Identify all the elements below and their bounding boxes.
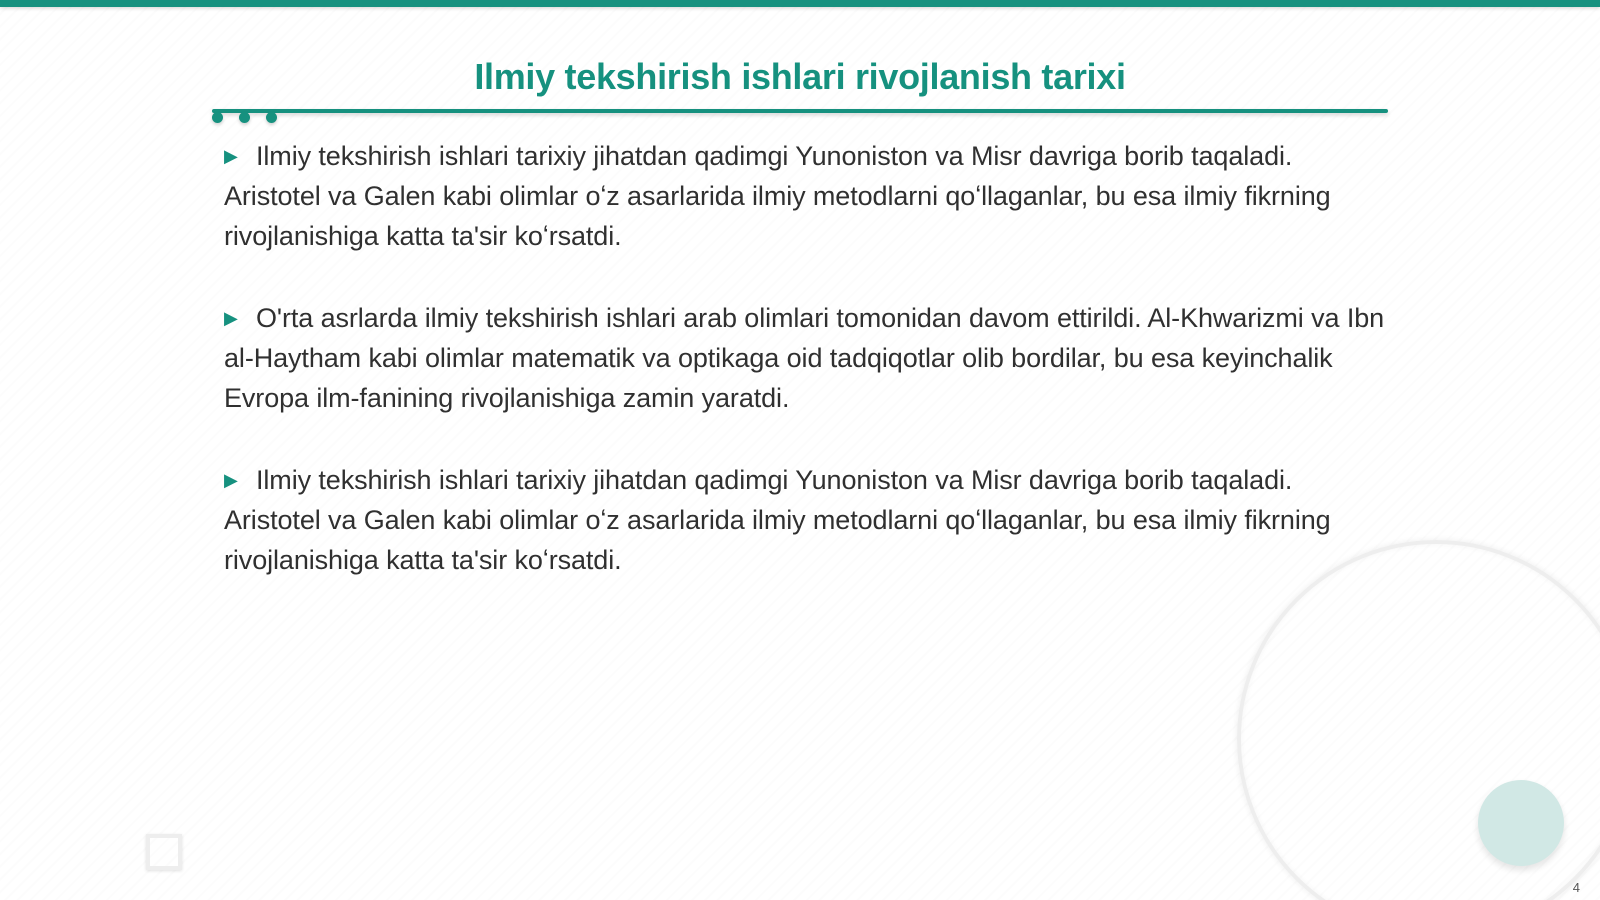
slide-number: 4 [1572,880,1580,895]
triangle-right-icon: ▶ [224,470,238,490]
title-underline-dots [212,112,292,128]
underline-dot [239,112,250,123]
bullet-item [224,298,1394,418]
triangle-right-icon: ▶ [224,308,238,328]
underline-dot [212,112,223,123]
triangle-right-icon: ▶ [224,146,238,166]
decorative-square [146,834,182,870]
top-accent-bar [0,0,1600,7]
bullet-text: O'rta asrlarda ilmiy tekshirish ishlari arab olimlari tomonidan davom ettirildi. Al-Khwarizmi va Ibn al-Haytham kabi olimlar matematik va optikaga oid tadqiqotlar olib bordilar, bu esa keyinchalik Evropa ilm-fanining rivojlanishiga zamin yaratdi. [224,303,1385,413]
bullet-item [224,460,1394,580]
slide-title: Ilmiy tekshirish ishlari rivojlanish tarixi [474,56,1126,97]
bullet-list [224,136,1394,622]
bullet-text: Ilmiy tekshirish ishlari tarixiy jihatdan qadimgi Yunoniston va Misr davriga borib taqaladi. Aristotel va Galen kabi olimlar oʻz asarlarida ilmiy metodlarni qoʻllaganlar, bu esa ilmiy fikrning rivojlanishiga katta ta'sir koʻrsatdi. [224,141,1331,251]
bullet-text: Ilmiy tekshirish ishlari tarixiy jihatdan qadimgi Yunoniston va Misr davriga borib taqaladi. Aristotel va Galen kabi olimlar oʻz asarlarida ilmiy metodlarni qoʻllaganlar, bu esa ilmiy fikrning rivojlanishiga katta ta'sir koʻrsatdi. [224,465,1331,575]
decorative-disc [1478,780,1564,866]
bullet-item [224,136,1394,256]
title-underline [212,109,1388,113]
underline-dot [266,112,277,123]
